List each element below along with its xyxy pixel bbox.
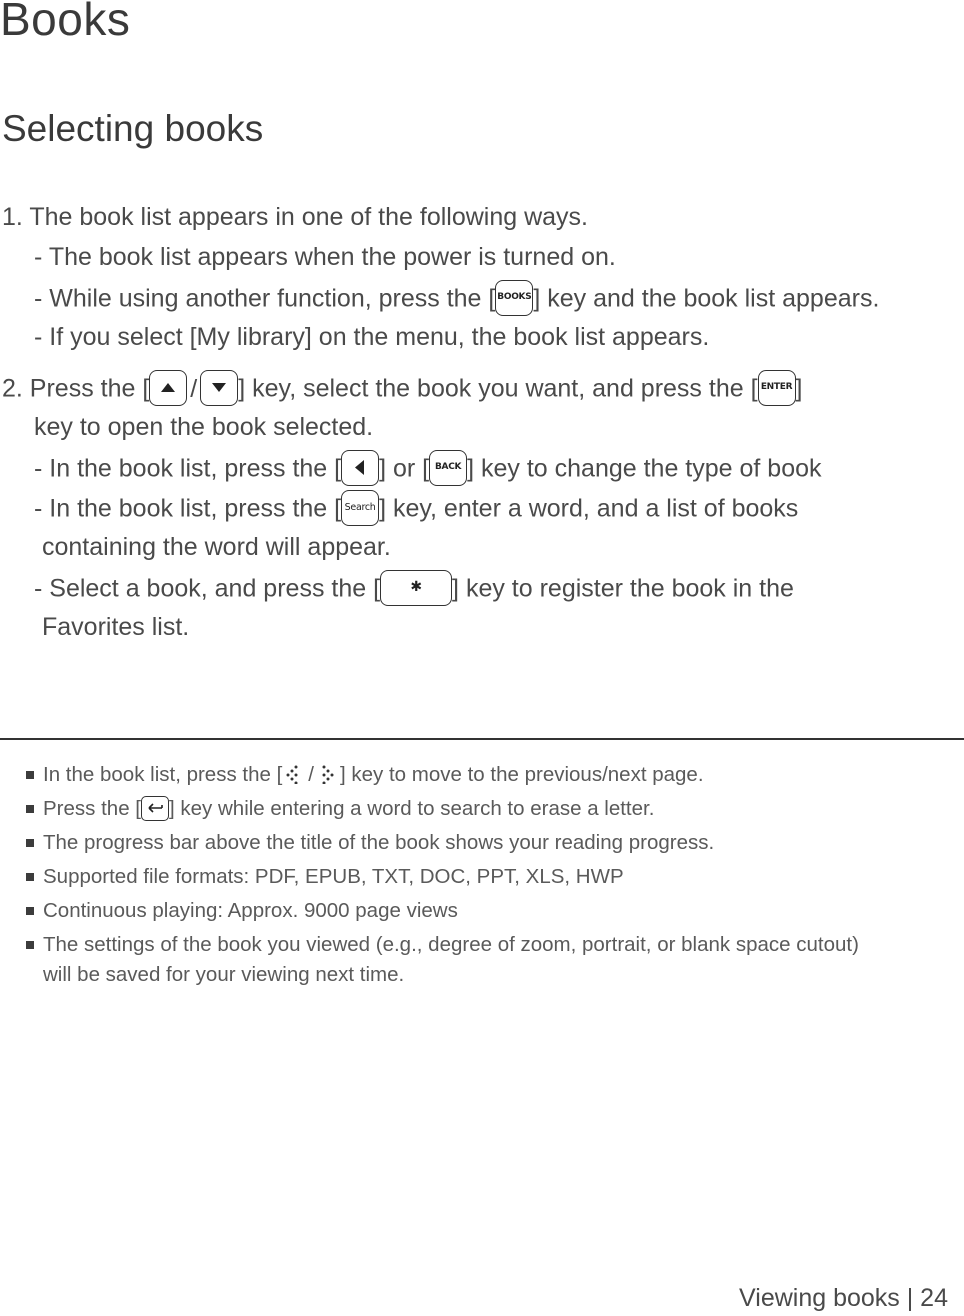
down-arrow-icon (209, 371, 229, 404)
text: In the book list, press the [ (43, 763, 283, 786)
backspace-key (141, 796, 169, 821)
bullet (26, 771, 34, 779)
left-arrow-icon (350, 451, 370, 484)
note-page-keys (43, 760, 704, 790)
bullet (26, 839, 34, 847)
note-backspace (43, 794, 654, 824)
bullet (26, 805, 34, 813)
up-key (149, 370, 187, 406)
text: ] key and the book list appears. (533, 284, 880, 313)
note-settings-saved: The settings of the book you viewed (e.g., degree of zoom, portrait, or blank space cutout) (43, 933, 859, 956)
text: ] (795, 374, 803, 403)
section-title: Selecting books (2, 108, 264, 149)
step-1-item-my-library: - If you select [My library] on the menu, the book list appears. (34, 323, 710, 351)
step-2-line-2: key to open the book selected. (34, 413, 374, 441)
text: ] key, select the book you want, and press the [ (238, 374, 758, 403)
note-continuous-playing: Continuous playing: Approx. 9000 page views (43, 899, 458, 922)
star-key: ✱ (380, 570, 452, 606)
text: ] key, enter a word, and a list of books (379, 494, 799, 523)
text: ] key while entering a word to search to erase a letter. (169, 797, 655, 820)
step-1: 1. The book list appears in one of the following ways. (2, 203, 588, 231)
text: ] key to move to the previous/next page. (340, 763, 704, 786)
text: ] or [ (379, 454, 430, 483)
text: - Select a book, and press the [ (34, 574, 381, 603)
step-2-item-change-type (34, 452, 822, 488)
books-key: BOOKS (495, 280, 533, 316)
backspace-icon (143, 797, 167, 819)
down-key (200, 370, 238, 406)
up-arrow-icon (158, 371, 178, 404)
step-2 (2, 372, 802, 408)
next-page-icon (318, 764, 340, 784)
step-2-item-search-line-2: containing the word will appear. (42, 533, 391, 561)
back-key: BACK (429, 450, 467, 486)
text: - While using another function, press the [ (34, 284, 496, 313)
left-key (341, 450, 379, 486)
text: Press the [ (43, 797, 141, 820)
text: ] key to change the type of book (467, 454, 822, 483)
page-footer: Viewing books | 24 (739, 1284, 948, 1312)
text: - In the book list, press the [ (34, 454, 342, 483)
text: 2. Press the [ (2, 374, 150, 403)
search-key: Search (341, 490, 379, 526)
note-settings-saved-line-2: will be saved for your viewing next time. (43, 963, 405, 986)
note-progress-bar: The progress bar above the title of the book shows your reading progress. (43, 831, 715, 854)
prev-page-icon (282, 764, 304, 784)
step-2-item-favorites-line-2: Favorites list. (42, 613, 190, 641)
separator: / (308, 763, 314, 786)
step-2-item-search (34, 492, 798, 528)
text: ] key to register the book in the (452, 574, 794, 603)
step-1-item-power: - The book list appears when the power is turned on. (34, 243, 616, 271)
bullet (26, 907, 34, 915)
divider (0, 738, 964, 740)
step-1-item-books-key (34, 282, 879, 318)
enter-key: ENTER (758, 370, 796, 406)
note-file-formats: Supported file formats: PDF, EPUB, TXT, DOC, PPT, XLS, HWP (43, 865, 624, 888)
step-2-item-favorites (34, 572, 794, 608)
text: - In the book list, press the [ (34, 494, 342, 523)
bullet (26, 941, 34, 949)
separator: / (190, 374, 198, 403)
bullet (26, 873, 34, 881)
chapter-title: Books (0, 0, 131, 45)
